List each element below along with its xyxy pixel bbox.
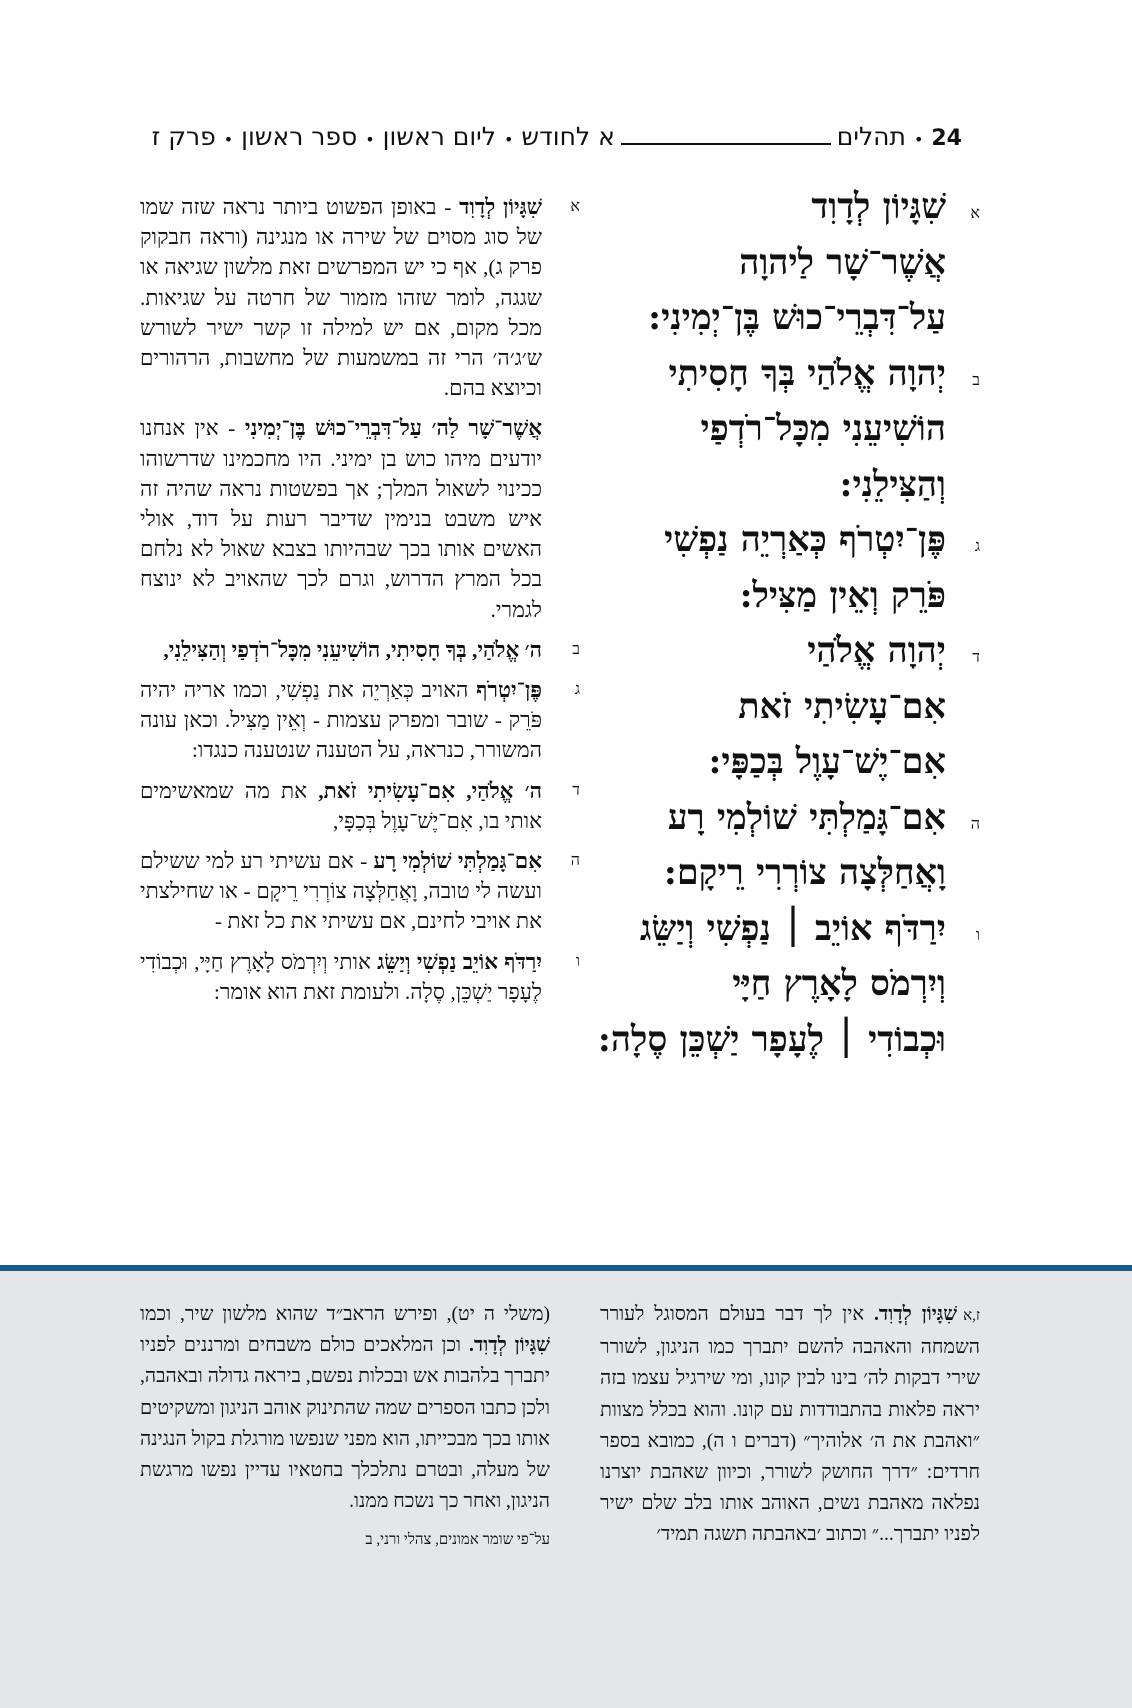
verse-number: ה [970,813,980,833]
verse-text: וָאֲחַלְּצָה צוֹרְרִי רֵיקָם: [663,852,946,893]
day-part-label: ליום ראשון [382,122,496,151]
commentary-entry [140,635,580,665]
commentary-text [140,846,542,937]
day-label: א לחודש [521,122,615,151]
gloss: אותי וְיִרְמֹס לָאָרֶץ חַיָּי, וּכְבוֹדִי לֶעָפָר יַשְׁכֵּן, סֶלָה. ולעומת זאת הוא אומר: [140,949,542,1004]
commentary-text [140,776,542,836]
lemma: ה׳ אֱלֹהַי, בְּךָ חָסִיתִי, הוֹשִׁיעֵנִי מִכָּל־רֹדְפַי וְהַצִּילֵנִי, [163,637,542,662]
lemma: אִם־גָּמַלְתִּי שׁוֹלְמִי רָע [373,849,542,874]
verse-text: שִׁגָּיוֹן לְדָוִד [811,186,946,227]
verse-number: ג [974,536,980,555]
lemma: פֶּן־יִטְרֹף [476,678,542,703]
verse-text: יִרַדֹּף אוֹיֵב ׀ נַפְשִׁי וְיַשֵּׂג [639,907,946,949]
verse-text: וּכְבוֹדִי ׀ לֶעָפָר יַשְׁכֵּן סֶלָה: [597,1018,946,1060]
verse-line [600,686,980,742]
panel-lemma: שִׁגָּיוֹן לְדָוִד. [874,1304,958,1325]
panel-lemma: שִׁגָּיוֹן לְדָוִד. [468,1335,550,1357]
page-number: 24 [931,126,962,151]
verse-line [600,464,980,520]
verse-line [600,630,980,686]
panel-left-column [140,1299,550,1557]
verse-line [600,741,980,797]
lemma: שִׁגָּיוֹן לְדָוִד [459,195,542,219]
verse-number: א [970,203,980,222]
verse-number: ו [575,952,580,970]
verse-text: וְיִרְמֹס לָאָרֶץ חַיָּי [732,963,946,1004]
verse-text: אִם־יֶשׁ־עָוֶל בְּכַפָּי: [708,741,946,782]
commentary-entry [140,846,580,937]
verse-number: ב [972,369,980,389]
panel-right-column [600,1299,980,1551]
insight-panel [0,1271,1132,1708]
commentary-entry [140,776,580,836]
verse-text: הוֹשִׁיעֵנִי מִכָּל־רֹדְפַי [700,408,946,449]
verse-text: יְהוָה אֱלֹהַי [807,630,946,671]
gloss: - אין אנחנו יודעים מיהו כוש בן ימיני. היו מחכמינו שדרשוהו ככינוי לשאול המלך; אך בפשטות נראה שהיה זה איש משבט בנימין שדיבר רעות על דוד, אולי האשים אותו בכך שבהיותו בצבא שאול לא נלחם בכל המרץ הדרוש, וגרם לכך שהאויב לא ינוצח לגמרי. [140,416,542,622]
verse-number: ב [572,640,580,658]
commentary-text [140,947,542,1007]
verse-text: אִם־גָּמַלְתִּי שׁוֹלְמִי רָע [667,796,946,838]
verse-number: ג [574,681,580,699]
verse-line [600,297,980,353]
book-title: תהלים [836,122,906,151]
gloss: את מה שמאשימים אותי בו, אִם־יֶשׁ־עָוֶל בְּכַפָּי, [140,778,542,833]
commentary-text [140,192,542,403]
commentary-column [140,192,580,1017]
commentary-text [140,675,542,766]
separator-dot: • [223,130,234,149]
panel-text: אין לך דבר בעולם המסוגל לעורר השמחה והאהבה להשם יתברך כמו הניגון, לשורר שירי דבקות לה׳ בינו לבין קונו, ומי שירגיל עצמו בזה יראה פלאות בהתבודדות עם קונו. והוא בכלל מצוות ״ואהבת את ה׳ אלוהיך״ (דברים ו ה), כמובא בספר חרדים: ״דרך החושק לשורר, וכיוון שאהבת יוצרנו נפלאה מאהבת נשים, האוהב אותו בלב שלם ישיר לפניו יתברך...״ וכתוב ׳באהבתה תשגה תמיד׳ [600,1304,980,1546]
separator-dot: • [913,130,924,149]
verse-line [600,575,980,631]
gloss: - באופן הפשוט ביותר נראה שזה שמו של סוג מסוים של שירה או מנגינה (וראה חבקוק פרק ג), אף כי יש המפרשים זאת מלשון שגיאה או שגגה, לומר שזהו מזמור של חרטה על שגיאות. מכל מקום, אם יש למילה זו קשר ישיר לשורש ש׳ג׳ה׳ הרי זה במשמעות של מחשבות, הרהורים וכיוצא בהם. [140,195,542,401]
chapter-label: פרק ז [151,122,216,151]
verse-line [600,242,980,298]
commentary-entry [140,413,580,624]
verse-text: יְהוָה אֱלֹהַי בְּךָ חָסִיתִי [668,352,946,394]
separator-dot: • [503,130,514,149]
commentary-text [140,635,542,665]
section-label: ספר ראשון [241,122,358,151]
verse-text: וְהַצִּילֵנִי: [839,463,946,505]
commentary-entry [140,947,580,1007]
verse-line [600,908,980,964]
verse-line [600,353,980,409]
verse-line [600,797,980,853]
verse-line [600,408,980,464]
commentary-entry [140,192,580,403]
source-citation: על־פי שומר אמונים, צהלי ורני, ב [365,1532,550,1549]
verse-number: ד [972,647,980,666]
verse-text: פֹּרֵק וְאֵין מַצִּיל: [739,574,946,616]
verse-line [600,852,980,908]
verse-text: אֲשֶׁר־שָׁר לַיהוָה [739,241,946,283]
running-head [140,122,962,158]
verse-line [600,519,980,575]
commentary-text [140,413,542,624]
panel-text: וכן המלאכים כולם משבחים ומרננים לפניו יתברך בלהבות אש ובכלות נפשם, ביראה גדולה ובאהבה, ולכן כתבו הספרים שמה שהתינוק אוהב הניגון ומשקיטים אותו בכך מבכייתו, הוא מפני שנפשו מורגלת בקול הנגינה של מעלה, ובטרם נתלכלך בחטאיו עדיין נפשו מרגשת הניגון, ואחר כך נשכח ממנו. [140,1335,550,1513]
verse-number: ה [570,852,580,870]
separator-dot: • [365,130,375,149]
verse-number: א [570,198,580,215]
verse-number: ד [572,781,580,799]
verse-line [597,1018,980,1075]
gloss: האויב כְּאַרְיֵה את נַפְשִׁי, וכמו אריה יהיה פֹּרֵק - שובר ומפרק עצמות - וְאֵין מַצִּיל. וכאן עונה המשורר, כנראה, על הטענה שנטענה כנגדו: [140,678,542,763]
header-rule [621,129,831,145]
lemma: יִרַדֹּף אוֹיֵב נַפְשִׁי וְיַשֵּׂג [377,949,542,974]
commentary-entry [140,675,580,766]
verse-marker: ז,א [963,1308,980,1324]
lemma: ה׳ אֱלֹהַי, אִם־עָשִׂיתִי זֹאת, [318,778,542,803]
lemma: אֲשֶׁר־שָׁר לַה׳ עַל־דִּבְרֵי־כוּשׁ בֶּן־יְמִינִי [244,416,543,441]
verse-text: עַל־דִּבְרֵי־כוּשׁ בֶּן־יְמִינִי: [648,297,946,338]
verse-text: אִם־עָשִׂיתִי זֹאת [738,685,946,727]
verse-line [600,963,980,1019]
gloss: - אם עשיתי רע למי ששילם ועשה לי טובה, וָאֲחַלְּצָה צוֹרְרִי רֵיקָם - או שחילצתי את אויבי לחינם, אם עשיתי את כל זאת - [140,849,542,934]
panel-text: (משלי ה יט), ופירש הראב״ד שהוא מלשון שיר, וכמו [140,1304,550,1325]
verse-number [542,413,580,624]
psalm-text [597,186,980,1074]
verse-line [600,186,980,242]
verse-number: ו [975,924,980,944]
verse-text: פֶּן־יִטְרֹף כְּאַרְיֵה נַפְשִׁי [664,519,946,560]
